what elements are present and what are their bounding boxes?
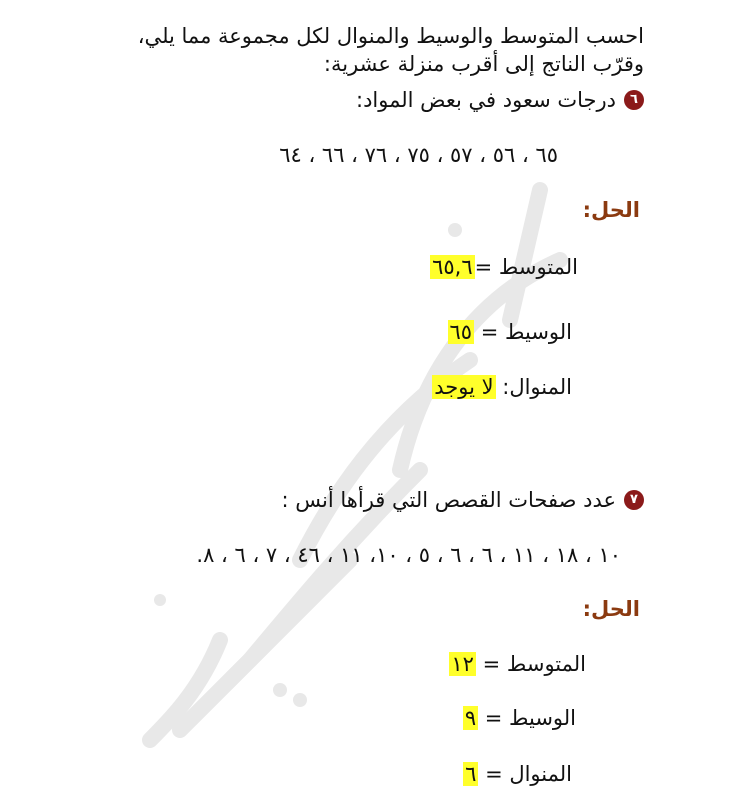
q7-median [463,706,576,730]
instructions [138,22,644,78]
q7-mode-value: ٦ [465,762,477,786]
question-7 [282,488,644,512]
instructions-line-2: وقرّب الناتج إلى أقرب منزلة عشرية: [323,52,644,76]
question-6-data: ٦٥ ، ٥٦ ، ٥٧ ، ٧٥ ، ٧٦ ، ٦٦ ، ٦٤ [279,143,558,167]
instructions-line-1: احسب المتوسط والوسيط والمنوال لكل مجموعة مما يلي، [137,24,644,48]
q6-mean-value: ٦٥,٦ [432,255,473,279]
q6-mode [432,375,572,399]
question-6 [356,88,644,112]
solution-label-6: الحل: [582,198,640,222]
q6-mean-label: المتوسط = [474,255,578,279]
question-7-data: ١٠ ، ١٨ ، ١١ ، ٦ ، ٦ ، ٥ ، ١٠، ١١ ، ٤٦ ، ٧ ، ٦ ، ٨. [196,543,621,567]
q7-mode-label: المنوال = [485,762,572,786]
q6-median-label: الوسيط = [480,320,572,344]
question-7-badge: ٧ [624,490,644,510]
q6-median [448,320,572,344]
q6-mode-label: المنوال: [502,375,572,399]
question-6-badge: ٦ [624,90,644,110]
q7-mean-value: ١٢ [451,652,474,676]
q7-mean [449,652,586,676]
q6-mode-value: لا يوجد [434,375,494,399]
question-6-text: درجات سعود في بعض المواد: [356,88,616,112]
q6-median-value: ٦٥ [449,320,473,344]
q7-median-label: الوسيط = [484,706,576,730]
question-7-text: عدد صفحات القصص التي قرأها أنس : [281,488,616,512]
q7-median-value: ٩ [464,706,477,730]
q7-mode [463,762,572,786]
q6-mean [430,255,578,279]
solution-label-7: الحل: [582,597,640,621]
q7-mean-label: المتوسط = [482,652,586,676]
